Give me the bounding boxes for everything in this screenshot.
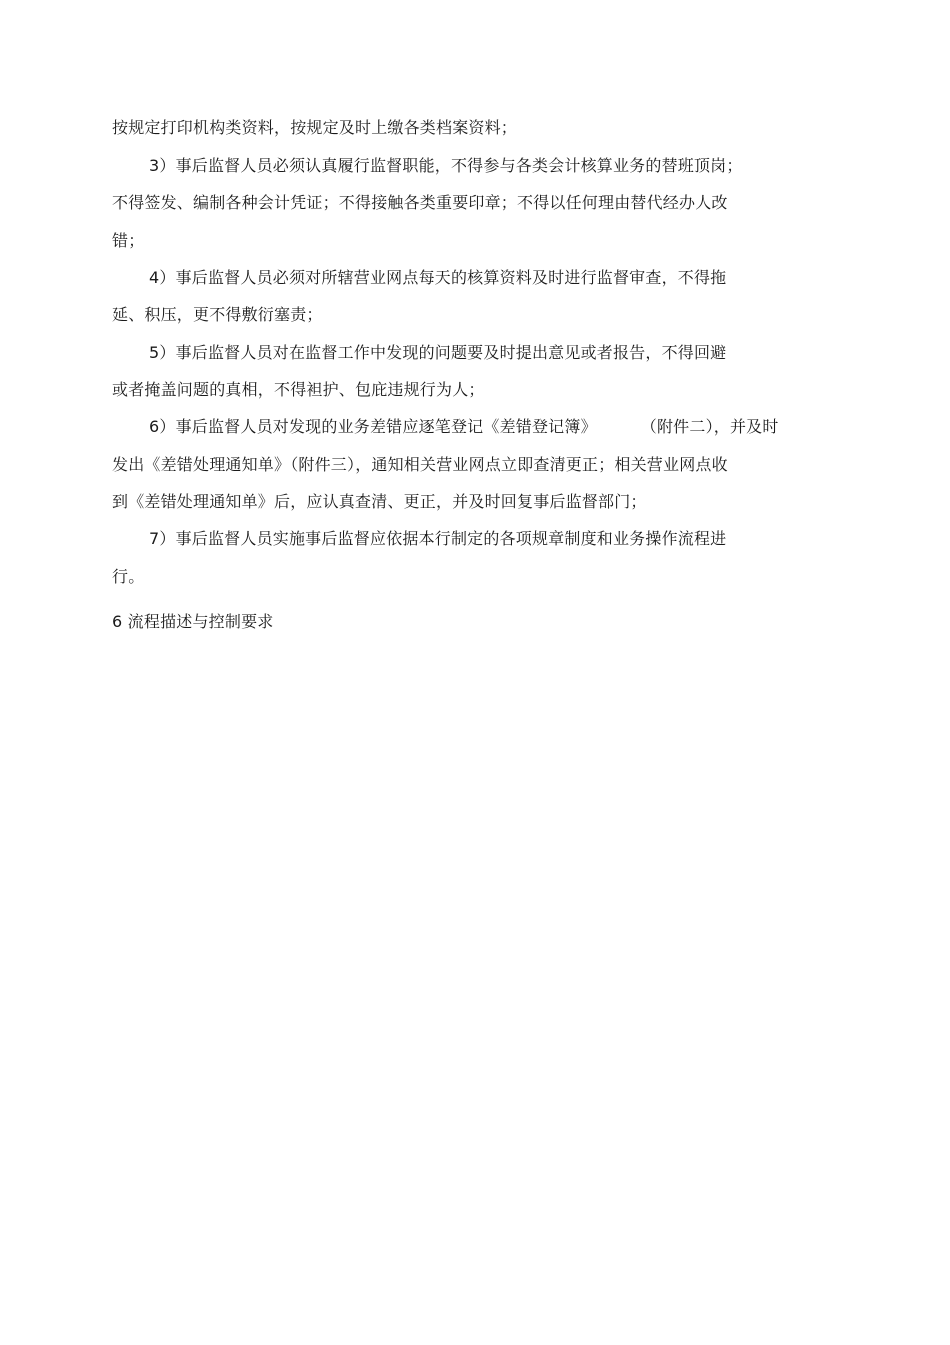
list-item-6 (149, 417, 779, 437)
text-line: 不得签发、编制各种会计凭证；不得接触各类重要印章；不得以任何理由替代经办人改 (112, 193, 728, 212)
text-segment: （附件二），并及时 (640, 417, 779, 436)
text-line: 或者掩盖问题的真相，不得袒护、包庇违规行为人； (112, 380, 485, 399)
list-item-5: 5）事后监督人员对在监督工作中发现的问题要及时提出意见或者报告，不得回避 (149, 343, 727, 362)
section-heading: 6 流程描述与控制要求 (112, 612, 274, 631)
list-item-7: 7）事后监督人员实施事后监督应依据本行制定的各项规章制度和业务操作流程进 (149, 529, 727, 548)
text-line: 按规定打印机构类资料，按规定及时上缴各类档案资料； (112, 118, 518, 137)
text-line: 错； (112, 231, 145, 250)
list-item-3: 3）事后监督人员必须认真履行监督职能，不得参与各类会计核算业务的替班顶岗； (149, 156, 743, 175)
text-line: 行。 (112, 567, 145, 586)
text-line: 发出《差错处理通知单》（附件三），通知相关营业网点立即查清更正；相关营业网点收 (112, 455, 728, 474)
text-segment: 6）事后监督人员对发现的业务差错应逐笔登记《差错登记簿》 (149, 417, 597, 436)
text-line: 到《差错处理通知单》后，应认真查清、更正，并及时回复事后监督部门； (112, 492, 647, 511)
text-line: 延、积压，更不得敷衍塞责； (112, 305, 323, 324)
list-item-4: 4）事后监督人员必须对所辖营业网点每天的核算资料及时进行监督审查，不得拖 (149, 268, 727, 287)
